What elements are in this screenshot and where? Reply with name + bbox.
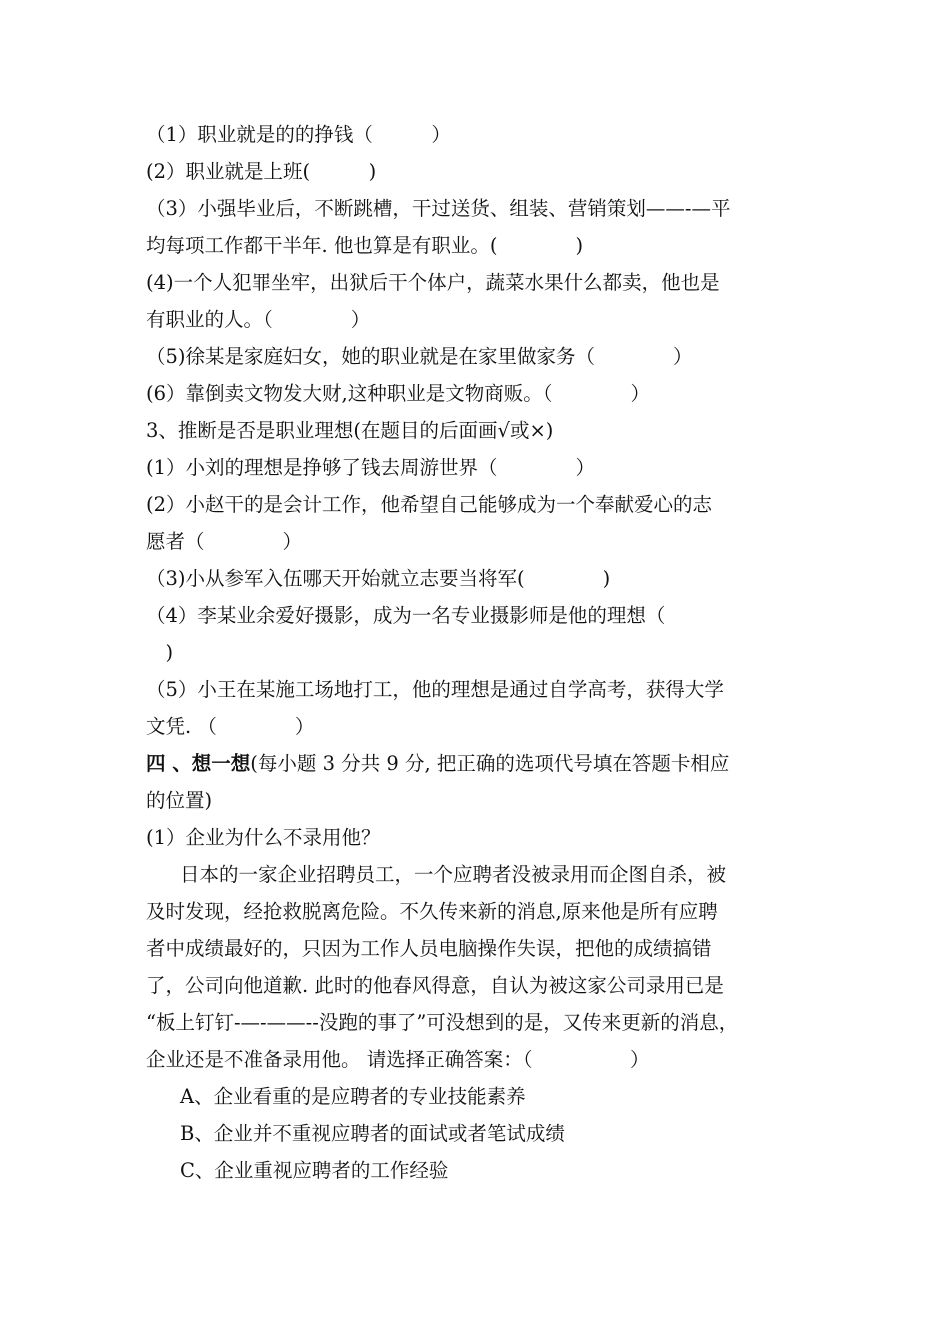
item-2-2: (2）职业就是上班( ) bbox=[146, 160, 377, 183]
passage-line-1: 日本的一家企业招聘员工，一个应聘者没被录用而企图自杀，被 bbox=[180, 863, 727, 886]
passage-line-6: 企业还是不准备录用他。 请选择正确答案：（ ） bbox=[146, 1048, 650, 1071]
section-4-heading bbox=[146, 745, 806, 782]
passage-line-3: 者中成绩最好的，只因为工作人员电脑操作失误，把他的成绩搞错 bbox=[146, 937, 712, 960]
item-2-4-line1: (4)一个人犯罪坐牢，出狱后干个体户，蔬菜水果什么都卖，他也是 bbox=[146, 271, 720, 294]
section-4-think bbox=[146, 745, 806, 1189]
item-2-6: (6）靠倒卖文物发大财,这种职业是文物商贩。（ ） bbox=[146, 382, 650, 405]
passage-line-4: 了，公司向他道歉. 此时的他春风得意，自认为被这家公司录用已是 bbox=[146, 974, 724, 997]
item-2-1: （1）职业就是的的挣钱（ ） bbox=[146, 123, 451, 146]
item-3-2-line2: 愿者（ ） bbox=[146, 530, 303, 553]
document-page bbox=[146, 116, 806, 1189]
section-4-heading-line2: 的位置) bbox=[146, 789, 213, 812]
item-3-3: （3)小从参军入伍哪天开始就立志要当将军( ) bbox=[146, 567, 611, 590]
item-3-2-line1: (2）小赵干的是会计工作，他希望自己能够成为一个奉献爱心的志 bbox=[146, 493, 713, 516]
item-2-5: （5)徐某是家庭妇女，她的职业就是在家里做家务（ ） bbox=[146, 345, 693, 368]
item-3-5-line2: 文凭. （ ） bbox=[146, 715, 315, 738]
item-3-4-line1: （4）李某业余爱好摄影，成为一名专业摄影师是他的理想（ bbox=[146, 604, 666, 627]
passage-line-5: “板上钉钉-—-——--没跑的事了”可没想到的是，又传来更新的消息， bbox=[146, 1011, 739, 1034]
item-2-3-line1: （3）小强毕业后，不断跳槽，干过送货、组装、营销策划——-—平 bbox=[146, 197, 731, 220]
section-4-heading-bold: 四 、想一想 bbox=[146, 752, 251, 775]
item-2-4-line2: 有职业的人。（ ） bbox=[146, 308, 371, 331]
question-4-1: (1）企业为什么不录用他？ bbox=[146, 826, 381, 849]
section-2-judgements bbox=[146, 116, 806, 412]
item-3-5-line1: （5）小王在某施工场地打工，他的理想是通过自学高考，获得大学 bbox=[146, 678, 724, 701]
item-3-4-line2: ) bbox=[146, 641, 174, 664]
option-c: C、企业重视应聘者的工作经验 bbox=[180, 1159, 449, 1182]
option-b: B、企业并不重视应聘者的面试或者笔试成绩 bbox=[180, 1122, 565, 1145]
section-3-career-ideal bbox=[146, 412, 806, 745]
section-3-heading: 3、推断是否是职业理想(在题目的后面画√或×) bbox=[146, 419, 554, 442]
section-4-heading-rest: (每小题 3 分共 9 分, 把正确的选项代号填在答题卡相应 bbox=[250, 752, 730, 775]
passage-line-2: 及时发现，经抢救脱离危险。不久传来新的消息,原来他是所有应聘 bbox=[146, 900, 718, 923]
option-a: A、企业看重的是应聘者的专业技能素养 bbox=[180, 1085, 526, 1108]
item-2-3-line2: 均每项工作都干半年. 他也算是有职业。( ) bbox=[146, 234, 584, 257]
item-3-1: (1）小刘的理想是挣够了钱去周游世界（ ） bbox=[146, 456, 596, 479]
